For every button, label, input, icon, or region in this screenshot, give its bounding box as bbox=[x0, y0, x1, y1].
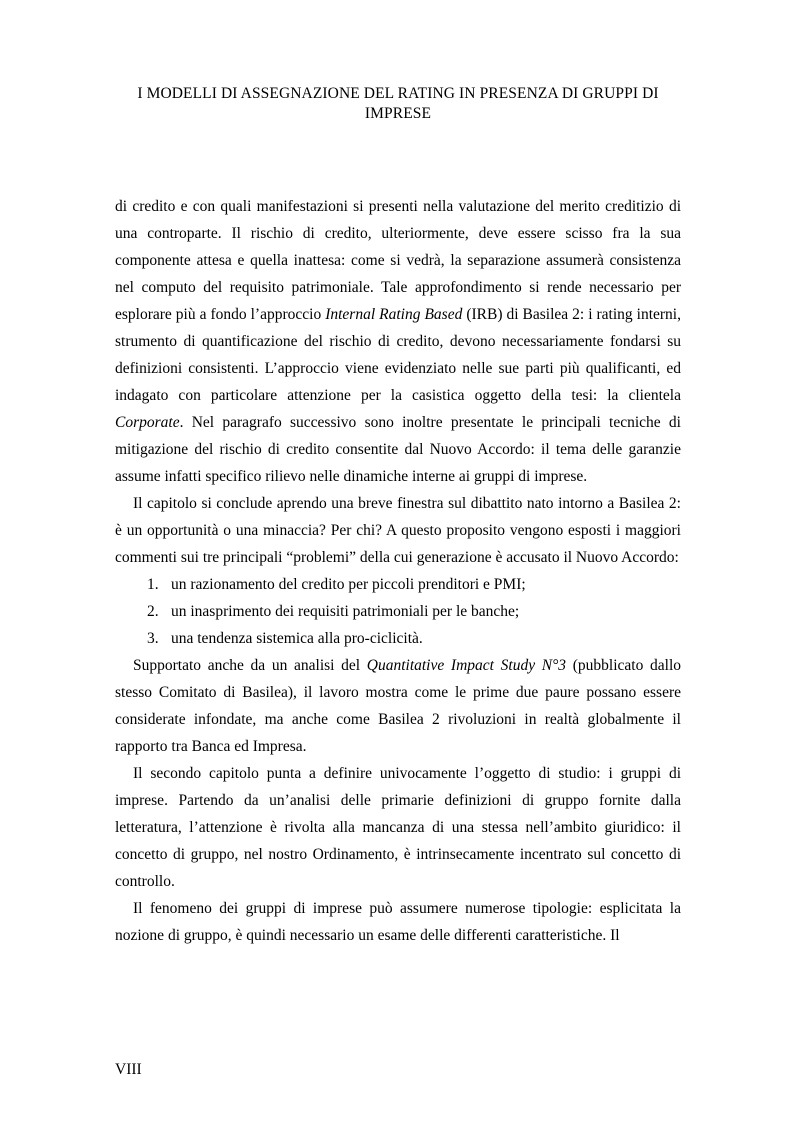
term-irb: Internal Rating Based bbox=[325, 306, 463, 323]
paragraph-3 bbox=[115, 652, 681, 760]
term-qis3: Quantitative Impact Study N°3 bbox=[366, 657, 567, 674]
paragraph-4: Il secondo capitolo punta a definire univocamente l’oggetto di studio: i gruppi di imprese. Partendo da un’analisi delle primarie definizioni di gruppo fornite dalla letteratura, l’attenzione è rivolta alla mancanza di una stessa nell’ambito giuridico: il concetto di gruppo, nel nostro Ordinamento, è intrinsecamente incentrato sul concetto di controllo. bbox=[115, 765, 681, 890]
list-item bbox=[115, 625, 681, 652]
list-item bbox=[115, 598, 681, 625]
body-text bbox=[115, 193, 681, 949]
running-header bbox=[115, 84, 681, 124]
term-corporate: Corporate bbox=[115, 414, 180, 431]
paragraph-3-text-a: Supportato anche da un analisi del bbox=[133, 657, 367, 674]
paragraph-2: Il capitolo si conclude aprendo una breve finestra sul dibattito nato intorno a Basilea 2: è un opportunità o una minaccia? Per chi? A questo proposito vengono esposti i maggiori commenti sui tre principali “problemi” della cui generazione è accusato il Nuovo Accordo: bbox=[115, 495, 681, 566]
list-item-number: 3. bbox=[147, 630, 159, 647]
list-item bbox=[115, 571, 681, 598]
paragraph-1 bbox=[115, 193, 681, 490]
list-item-number: 2. bbox=[147, 603, 159, 620]
problems-list bbox=[115, 571, 681, 652]
paragraph-5: Il fenomeno dei gruppi di imprese può assumere numerose tipologie: esplicitata la nozione di gruppo, è quindi necessario un esame delle differenti caratteristiche. Il bbox=[115, 900, 681, 944]
paragraph-1-text-a: di credito e con quali manifestazioni si presenti nella valutazione del merito creditizio di una controparte. Il rischio di credito, ulteriormente, deve essere scisso fra la sua componente attesa e quella inattesa: come si vedrà, la separazione assumerà consistenza nel computo del requisito patrimoniale. Tale approfondimento si rende necessario per esplorare più a fondo l’approccio bbox=[115, 198, 681, 323]
page-number: VIII bbox=[115, 1061, 142, 1078]
paragraph-1-text-c: . Nel paragrafo successivo sono inoltre presentate le principali tecniche di mitigazione del rischio di credito consentite dal Nuovo Accordo: il tema delle garanzie assume infatti specifico rilievo nelle dinamiche interne ai gruppi di imprese. bbox=[115, 414, 681, 485]
paragraph-1-text-b: (IRB) di Basilea 2: i rating interni, strumento di quantificazione del rischio di credito, devono necessariamente fondarsi su definizioni consistenti. L’approccio viene evidenziato nelle sue parti più qualificanti, ed indagato con particolare attenzione per la casistica oggetto della tesi: la clientela bbox=[115, 306, 681, 404]
list-item-number: 1. bbox=[147, 576, 159, 593]
list-item-text: una tendenza sistemica alla pro-ciclicità. bbox=[171, 630, 423, 647]
paragraph-3-text-b: (pubblicato dallo stesso Comitato di Basilea), il lavoro mostra come le prime due paure possano essere considerate infondate, ma anche come Basilea 2 rivoluzioni in realtà globalmente il rapporto tra Banca ed Impresa. bbox=[115, 657, 682, 755]
running-header-title: I MODELLI DI ASSEGNAZIONE DEL RATING IN PRESENZA DI GRUPPI DI IMPRESE bbox=[137, 85, 659, 122]
list-item-text: un inasprimento dei requisiti patrimoniali per le banche; bbox=[171, 603, 520, 620]
list-item-text: un razionamento del credito per piccoli prenditori e PMI; bbox=[171, 576, 526, 593]
